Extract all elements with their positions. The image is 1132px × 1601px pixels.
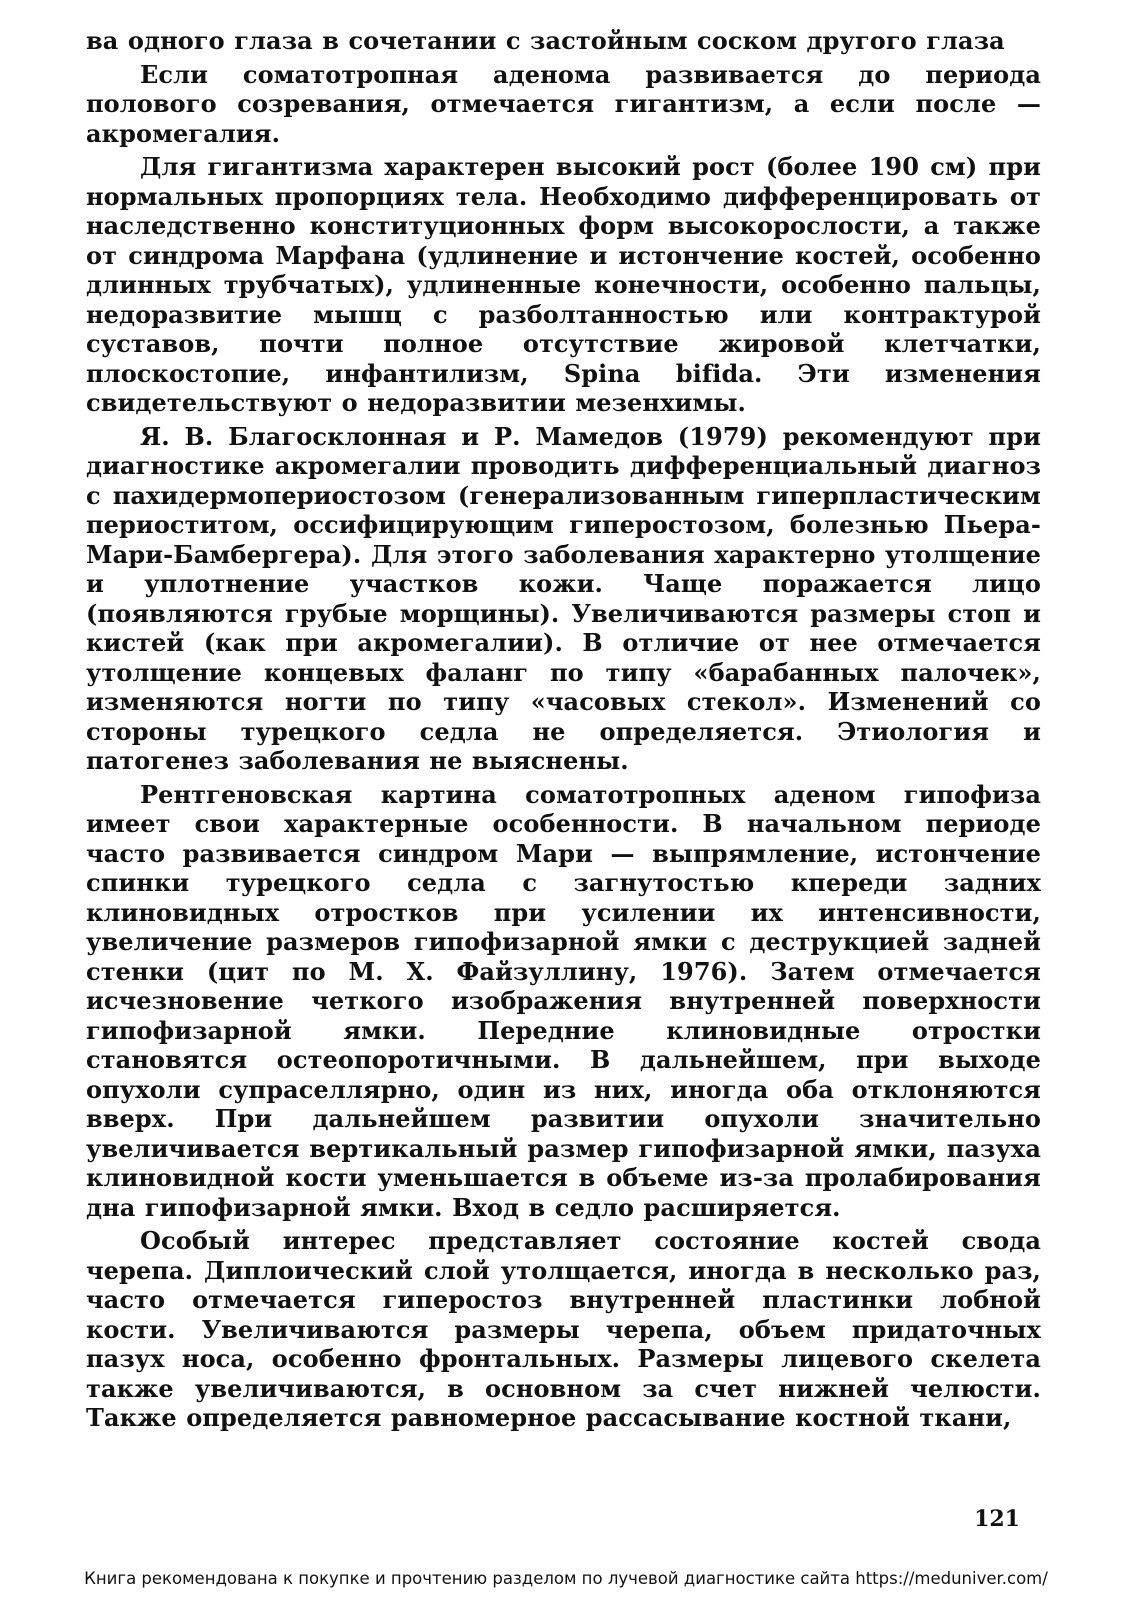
paragraph-pachydermoperiostosis: Я. В. Благосклонная и Р. Мамедов (1979) рекомендуют при диагностике акромегалии проводить дифференциальный диагноз с пахидермопериостозом (генерализованным гиперпластическим периоститом, оссифицирующим гиперостозом, болезнью Пьера-Мари-Бамбергера). Для этого заболевания характерно утолщение и уплотнение участков кожи. Чаще поражается лицо (появляются грубые морщины). Увеличиваются размеры стоп и кистей (как при акромегалии). В отличие от нее отмечается утолщение концевых фаланг по типу «барабанных палочек», изменяются ногти по типу «часовых стекол». Изменений со стороны турецкого седла не определяется. Этиология и патогенез заболевания не выяснены. [86, 421, 1041, 775]
paragraph-skull-bones: Особый интерес представляет состояние костей свода черепа. Диплоический слой утолщается, иногда в несколько раз, часто отмечается гиперостоз внутренней пластинки лобной кости. Увеличиваются размеры черепа, объем придаточных пазух носа, особенно фронтальных. Размеры лицевого скелета также увеличиваются, в основном за счет нижней челюсти. Также определяется равномерное рассасывание костной ткани, [86, 1226, 1041, 1432]
page-number: 121 [974, 1506, 1020, 1532]
paragraph-xray-picture: Рентгеновская картина соматотропных аденом гипофиза имеет свои характерные особенности. В начальном периоде часто развивается синдром Мари — выпрямление, истончение спинки турецкого седла с загнутостью кпереди задних клиновидных отростков при усилении их интенсивности, увеличение размеров гипофизарной ямки с деструкцией задней стенки (цит по М. Х. Файзуллину, 1976). Затем отмечается исчезновение четкого изображения внутренней поверхности гипофизарной ямки. Передние клиновидные отростки становятся остеопоротичными. В дальнейшем, при выходе опухоли супраселлярно, один из них, иногда оба отклоняются вверх. При дальнейшем развитии опухоли значительно увеличивается вертикальный размер гипофизарной ямки, пазуха клиновидной кости уменьшается в объеме из-за пролабирования дна гипофизарной ямки. Вход в седло расширяется. [86, 779, 1041, 1222]
paragraph-continued: ва одного глаза в сочетании с застойным соском другого глаза [86, 26, 1005, 55]
footer-note: Книга рекомендована к покупке и прочтению разделом по лучевой диагностике сайта https://meduniver.com/ [84, 1569, 1048, 1588]
paragraph-gigantism-differential: Для гигантизма характерен высокий рост (более 190 см) при нормальных пропорциях тела. Необходимо дифференцировать от наследственно конституционных форм высокорослости, а также от синдрома Марфана (удлинение и истончение костей, особенно длинных трубчатых), удлиненные конечности, особенно пальцы, недоразвитие мышц с разболтанностью или контрактурой суставов, почти полное отсутствие жировой клетчатки, плоскостопие, инфантилизм, Spina bifida. Эти изменения свидетельствуют о недоразвитии мезенхимы. [86, 152, 1041, 417]
page-body [86, 26, 1041, 1433]
paragraph-gigantism-acromegaly: Если соматотропная аденома развивается до периода полового созревания, отмечается гигантизм, а если после — акромегалия. [86, 59, 1041, 148]
